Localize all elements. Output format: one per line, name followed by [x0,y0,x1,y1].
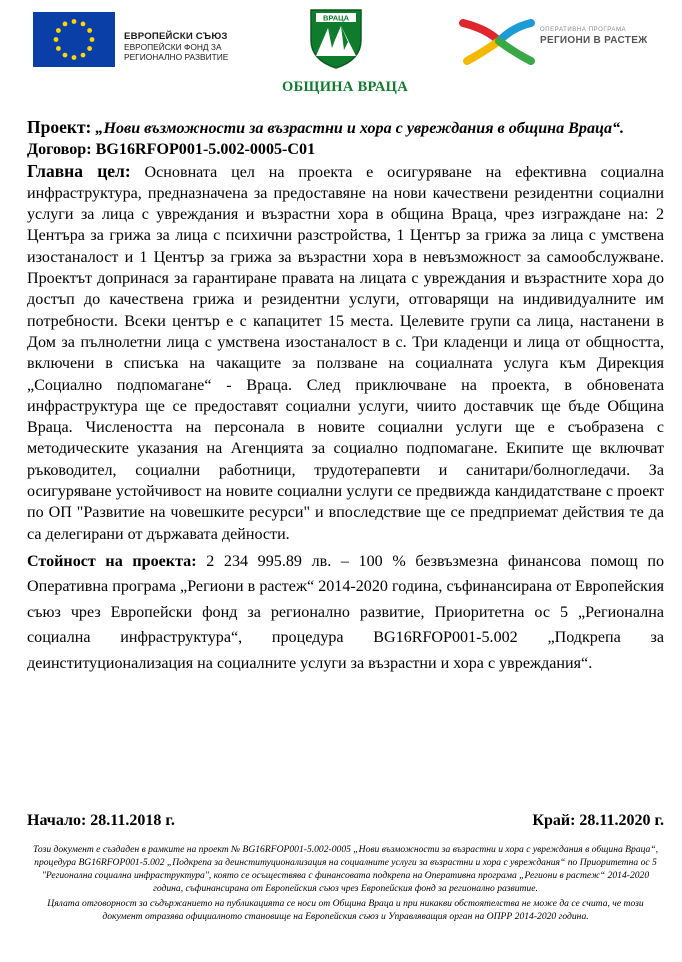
municipality-name: ОБЩИНА ВРАЦА [282,79,408,95]
program-logo-big: РЕГИОНИ В РАСТЕЖ [540,35,648,46]
eu-logo-text [124,32,228,62]
goal-paragraph [27,161,664,545]
contract-number: BG16RFOP001-5.002-0005-C01 [95,141,316,159]
footnote-paragraph-2: Цялата отговорност за съдържанието на публикацията се носи от Община Враца и при никакви обстоятелства не може да се счита, че този документ отразява официалното становище на Европейския съюз и Управляващия орган на ОПРР 2014-2020 година. [47,898,644,923]
project-label: Проект: [27,117,92,137]
value-label: Стойност на проекта: [27,552,197,570]
vratsa-crest-icon [308,6,364,70]
document-body [27,117,664,676]
project-title-paragraph [27,117,664,139]
contract-label: Договор: [27,141,92,159]
value-text: 2 234 995.89 лв. – 100 % безвъзмезна финансова помощ по Оперативна програма „Региони в растеж“ 2014-2020 година, съфинансирана от Европейския съюз чрез Европейски фонд за регионално развитие, Приоритетна ос 5 „Регионална социална инфраструктура“, процедура BG16RFOP001-5.002 „Подкрепа за деинституционализация на социалните услуги за възрастни и хора с увреждания“. [27,552,664,672]
footnote-paragraph-1: Този документ е създаден в рамките на проект № BG16RFOP001-5.002-0005 „Нови възможности за възрастни и хора с увреждания в община Враца“, процедура BG16RFOP001-5.002 „Подкрепа за деинституционализация на социалните услуги за възрастни и хора с увреждания“ по Приоритетна ос 5 "Регионална социална инфраструктура", която се осъществява с финансовата подкрепа на Оперативна програма „Региони в растеж“ 2014-2020 година, съфинансирана от Европейския съюз чрез Европейския фонд за регионално развитие. [32,844,659,895]
eu-logo-line3: РЕГИОНАЛНО РАЗВИТИЕ [124,52,229,62]
disclaimer-footnote [30,843,661,924]
value-paragraph [27,549,664,677]
crest-label: ВРАЦА [322,13,350,23]
program-logo-small: ОПЕРАТИВНА ПРОГРАМА [540,27,627,33]
goal-label: Главна цел: [27,160,131,181]
end-date: Край: 28.11.2020 г. [532,812,664,829]
eu-logo-line1: ЕВРОПЕЙСКИ СЪЮЗ [124,31,228,42]
eu-logo-line2: ЕВРОПЕЙСКИ ФОНД ЗА [124,42,222,52]
start-date: Начало: 28.11.2018 г. [27,812,175,829]
regions-in-growth-logo-icon [459,15,539,67]
document-header [0,0,682,100]
project-dates [27,812,664,834]
eu-flag-icon [33,12,115,67]
goal-text: Основната цел на проекта е осигуряване на ефективна социална инфраструктура, предназначена за предоставяне на нови качествени резидентни социални услуги за лица с увреждания и възрастни хора в община Враца, чрез изграждане на: 2 Центъра за грижа за лица с психични разстройства, 1 Център за грижа за лица с умствена изостаналост и 1 Център за грижа за възрастни хора в невъзможност за самообслужване. Проектът допринася за гарантиране правата на лицата с увреждания и възрастните хора до достъп до качествена грижа и резидентни услуги, отговарящи на индивидуалните им потребности. Всеки център е с капацитет 15 места. Целевите групи са лица, настанени в Дом за пълнолетни лица с умствена изостаналост в с. Три кладенци и лица от общността, включени в списъка на чакащите за ползване на социалната услуга към Дирекция „Социално подпомагане“ - Враца. След приключване на проекта, в обновената инфраструктура ще се предоставят социални услуги, чиито доставчик ще бъде Община Враца. Числеността на персонала в новите социални услуги ще е съобразена с методическите указания на Агенцията за социално подпомагане. Екипите ще включват ръководител, социални работници, трудотерапевти и санитари/болногледачи. За осигуряване устойчивост на новите социални услуги се предвижда кандидатстване с проект по ОП "Развитие на човешките ресурси" и впоследствие ще се предприемат действия те да са делегирани от държавата дейности. [27,163,665,543]
contract-paragraph [27,139,664,160]
program-logo-text [540,27,648,46]
project-title: „Нови възможности за възрастни и хора с увреждания в община Враца“. [95,120,625,137]
